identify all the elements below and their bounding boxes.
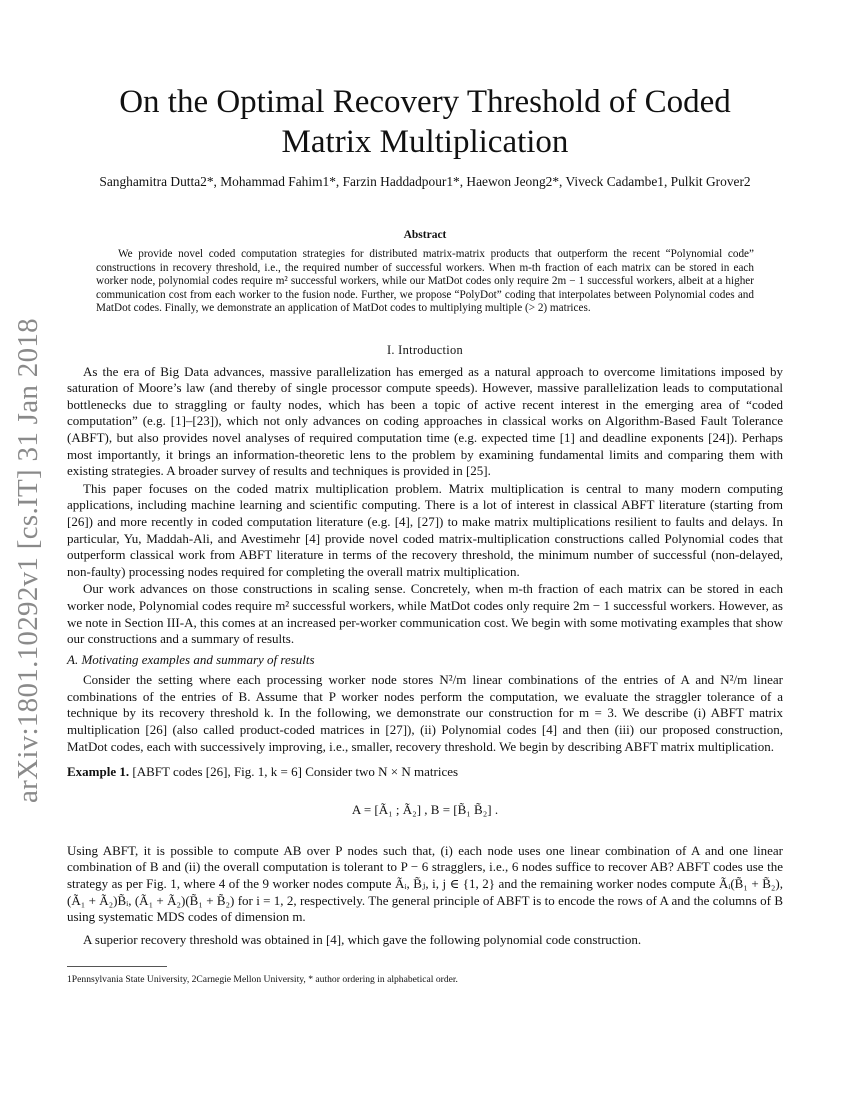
affiliation-footnote: 1Pennsylvania State University, 2Carnegie Mellon University, * author ordering in alphabetical order. (67, 974, 458, 985)
equation-matrices (67, 787, 783, 833)
example-label: Example 1. (67, 764, 130, 780)
paragraph-intro-3: Our work advances on those constructions in scaling sense. Concretely, when m-th fraction of each matrix can be stored in each worker node, Polynomial codes require m² successful workers, while MatDot codes only require 2m − 1 successful workers. However, as we note in Section III-A, this comes at an increased per-worker communication cost. We begin with some motivating examples that show our constructions and a summary of results. (67, 581, 783, 647)
arxiv-id: arXiv:1801.10292v1 [cs.IT] 31 Jan 2018 (11, 317, 44, 803)
abstract (96, 248, 754, 316)
subsection-heading-a: A. Motivating examples and summary of results (67, 651, 315, 667)
paper-body (67, 342, 783, 949)
abstract-heading: Abstract (403, 229, 447, 241)
paragraph-abft: Using ABFT, it is possible to compute AB over P nodes such that, (i) each node uses one linear combination of A and one linear combination of B and (ii) the overall computation is tolerant to P − 6 stragglers, i.e., 6 nodes suffice to recover AB? ABFT codes use the strategy as per Fig. 1, where 4 of the 9 worker nodes compute Ãᵢ, B̃ⱼ, i, j ∈ {1, 2} and the remaining worker nodes compute Ãᵢ(B̃₁ + B̃₂), (Ã₁ + Ã₂)B̃ᵢ, (Ã₁ + Ã₂)(B̃₁ + B̃₂) for i = 1, 2, respectively. The general principle of ABFT is to encode the rows of A and the columns of B using systematic MDS codes of dimension m. (67, 842, 783, 925)
paragraph-setting: Consider the setting where each processing worker node stores N²/m linear combinations of the entries of A and N²/m linear combinations of the entries of B. Assume that P worker nodes perform the computation, we evaluate the straggler tolerance of a technique by its recovery threshold k. In the following, we demonstrate our construction for m = 3. We describe (i) ABFT matrix multiplication [26] (also called product-coded matrices in [27]), (ii) Polynomial codes [4] and then (iii) our proposed construction, MatDot codes, each with successively improving, i.e., smaller, recovery threshold. We begin by describing ABFT matrix multiplication. (67, 672, 783, 754)
paragraph-superior: A superior recovery threshold was obtained in [4], which gave the following polynomial code construction. (83, 931, 642, 947)
section-heading-introduction: I. Introduction (386, 343, 464, 357)
equation-text: A = [Ã₁ ; Ã₂] , B = [B̃₁ B̃₂] . (351, 801, 499, 817)
paragraph-intro-1: As the era of Big Data advances, massive parallelization has emerged as a natural approach to overcome limitations imposed by saturation of Moore’s law (and thereby of single processor compute speeds). However, massive parallelization leads to computational bottlenecks due to straggling or faulty nodes, which has been a topic of active recent interest in the emerging area of “coded computation” (e.g. [1]–[23]), which not only advances on coding approaches in classical works on Algorithm-Based Fault Tolerance (ABFT), but also provides novel analyses of required computation time (e.g. expected time [1] and deadline exponents [24]). Perhaps most importantly, it brings an information-theoretic lens to the problem by examining fundamental limits and comparing them with existing strategies. A broader survey of results and techniques is provided in [25]. (67, 363, 783, 479)
abstract-text: We provide novel coded computation strategies for distributed matrix-matrix products that outperform the recent “Polynomial code” constructions in recovery threshold, i.e., the required number of successful workers. When m-th fraction of each matrix can be stored in each worker node, polynomial codes require m² successful workers, while our MatDot codes only require 2m − 1 successful workers, albeit at a higher communication cost from each worker to the fusion node. Further, we propose “PolyDot” coding that interpolates between Polynomial codes and MatDot codes. Finally, we demonstrate an application of MatDot codes to multiplying multiple (> 2) matrices. (96, 248, 754, 314)
author-list: Sanghamitra Dutta2*, Mohammad Fahim1*, Farzin Haddadpour1*, Haewon Jeong2*, Viveck Cadambe1, Pulkit Grover2 (99, 174, 751, 189)
arxiv-watermark (6, 300, 50, 820)
example-text: [ABFT codes [26], Fig. 1, k = 6] Consider two N × N matrices (132, 764, 459, 780)
paragraph-intro-2: This paper focuses on the coded matrix multiplication problem. Matrix multiplication is central to many modern computing applications, including machine learning and scientific computing. There is a lot of interest in classical ABFT literature (starting from [26]) and more recently in coded computation literature (e.g. [4], [27]) to make matrix multiplications resilient to faults and delays. In particular, Yu, Maddah-Ali, and Avestimehr [4] provide novel coded matrix-multiplication constructions called Polynomial codes that outperform classical work from ABFT literature in terms of the recovery threshold, the minimum number of successful (non-delayed, non-faulty) processing nodes required for completing the overall matrix multiplication. (67, 480, 783, 579)
example-1 (67, 764, 783, 781)
paper-title: On the Optimal Recovery Threshold of Coded Matrix Multiplication (119, 84, 731, 161)
footnote-divider (67, 966, 167, 967)
